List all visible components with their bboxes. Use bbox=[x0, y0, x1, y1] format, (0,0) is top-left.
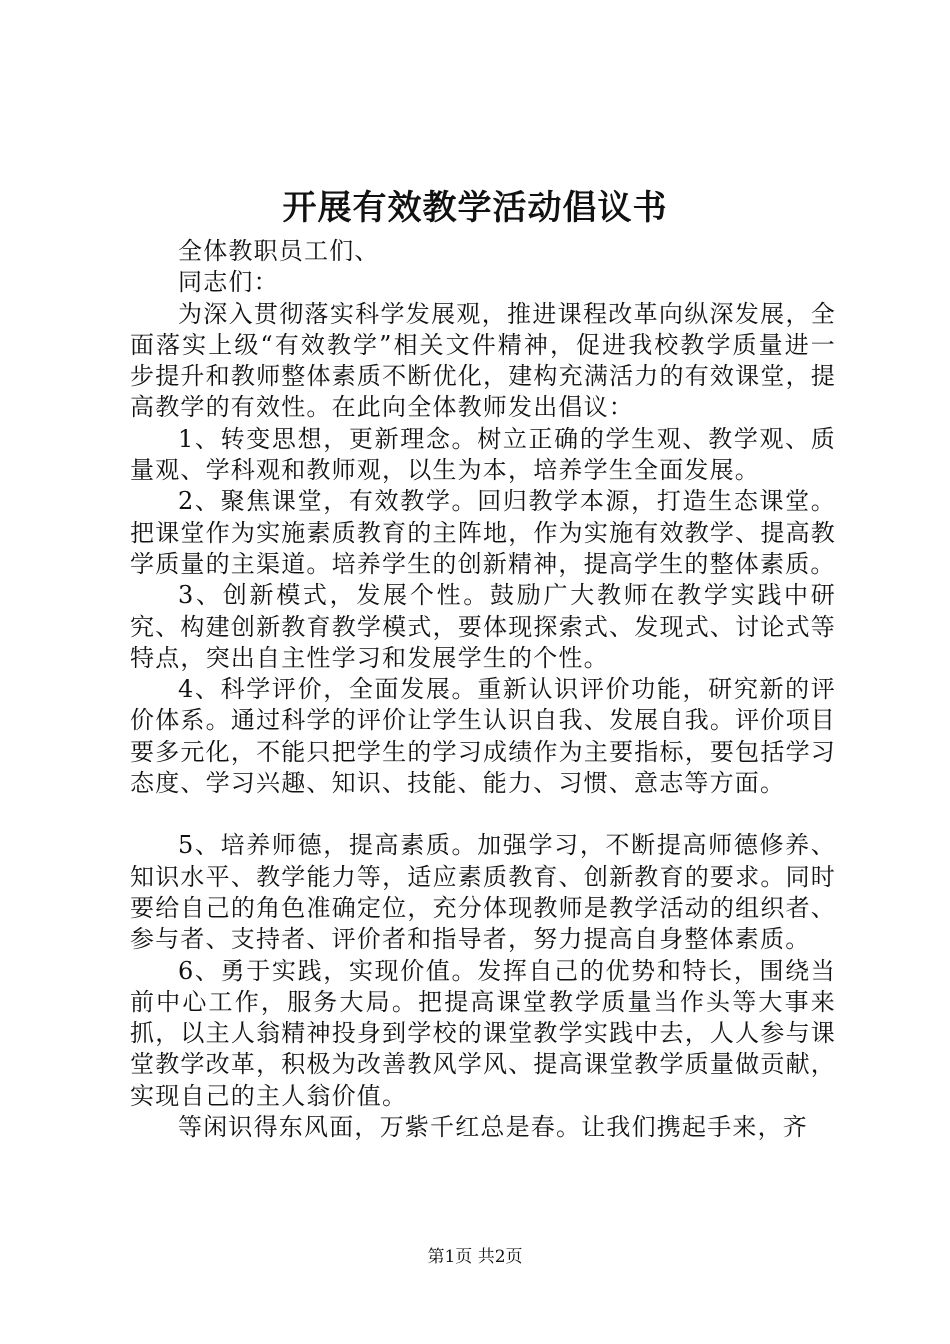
proposal-item-6: 6、勇于实践，实现价值。发挥自己的优势和特长，围绕当前中心工作，服务大局。把提高课堂教学质量当作头等大事来抓，以主人翁精神投身到学校的课堂教学实践中去，人人参与课堂教学改革，积极为改善教风学风、提高课堂教学质量做贡献，实现自己的主人翁价值。 bbox=[130, 956, 836, 1110]
salutation-line: 全体教职员工们、 bbox=[178, 237, 380, 265]
proposal-item-4: 4、科学评价，全面发展。重新认识评价功能，研究新的评价体系。通过科学的评价让学生认识自我、发展自我。评价项目要多元化，不能只把学生的学习成绩作为主要指标，要包括学习态度、学习兴趣、知识、技能、能力、习惯、意志等方面。 bbox=[130, 675, 836, 798]
proposal-item-2: 2、聚焦课堂，有效教学。回归教学本源，打造生态课堂。把课堂作为实施素质教育的主阵地，作为实施有效教学、提高教学质量的主渠道。培养学生的创新精神，提高学生的整体素质。 bbox=[130, 487, 836, 578]
intro-paragraph: 为深入贯彻落实科学发展观，推进课程改革向纵深发展，全面落实上级“有效教学”相关文件精神，促进我校教学质量进一步提升和教师整体素质不断优化，建构充满活力的有效课堂，提高教学的有效性。在此向全体教师发出倡议： bbox=[130, 299, 836, 422]
document-title: 开展有效教学活动倡议书 bbox=[282, 188, 668, 228]
proposal-item-5: 5、培养师德，提高素质。加强学习，不断提高师德修养、知识水平、教学能力等，适应素质教育、创新教育的要求。同时要给自己的角色准确定位，充分体现教师是教学活动的组织者、参与者、支持者、评价者和指导者，努力提高自身整体素质。 bbox=[130, 831, 836, 954]
salutation-line: 同志们： bbox=[178, 268, 279, 297]
document-body bbox=[130, 236, 836, 1143]
proposal-item-1: 1、转变思想，更新理念。树立正确的学生观、教学观、质量观、学科观和教师观，以生为本，培养学生全面发展。 bbox=[130, 424, 836, 485]
closing-paragraph: 等闲识得东风面，万紫千红总是春。让我们携起手来，齐 bbox=[178, 1113, 808, 1142]
page-number-footer: 第1页 共2页 bbox=[427, 1247, 523, 1267]
proposal-item-3: 3、创新模式，发展个性。鼓励广大教师在教学实践中研究、构建创新教育教学模式，要体现探索式、发现式、讨论式等特点，突出自主性学习和发展学生的个性。 bbox=[130, 581, 836, 672]
